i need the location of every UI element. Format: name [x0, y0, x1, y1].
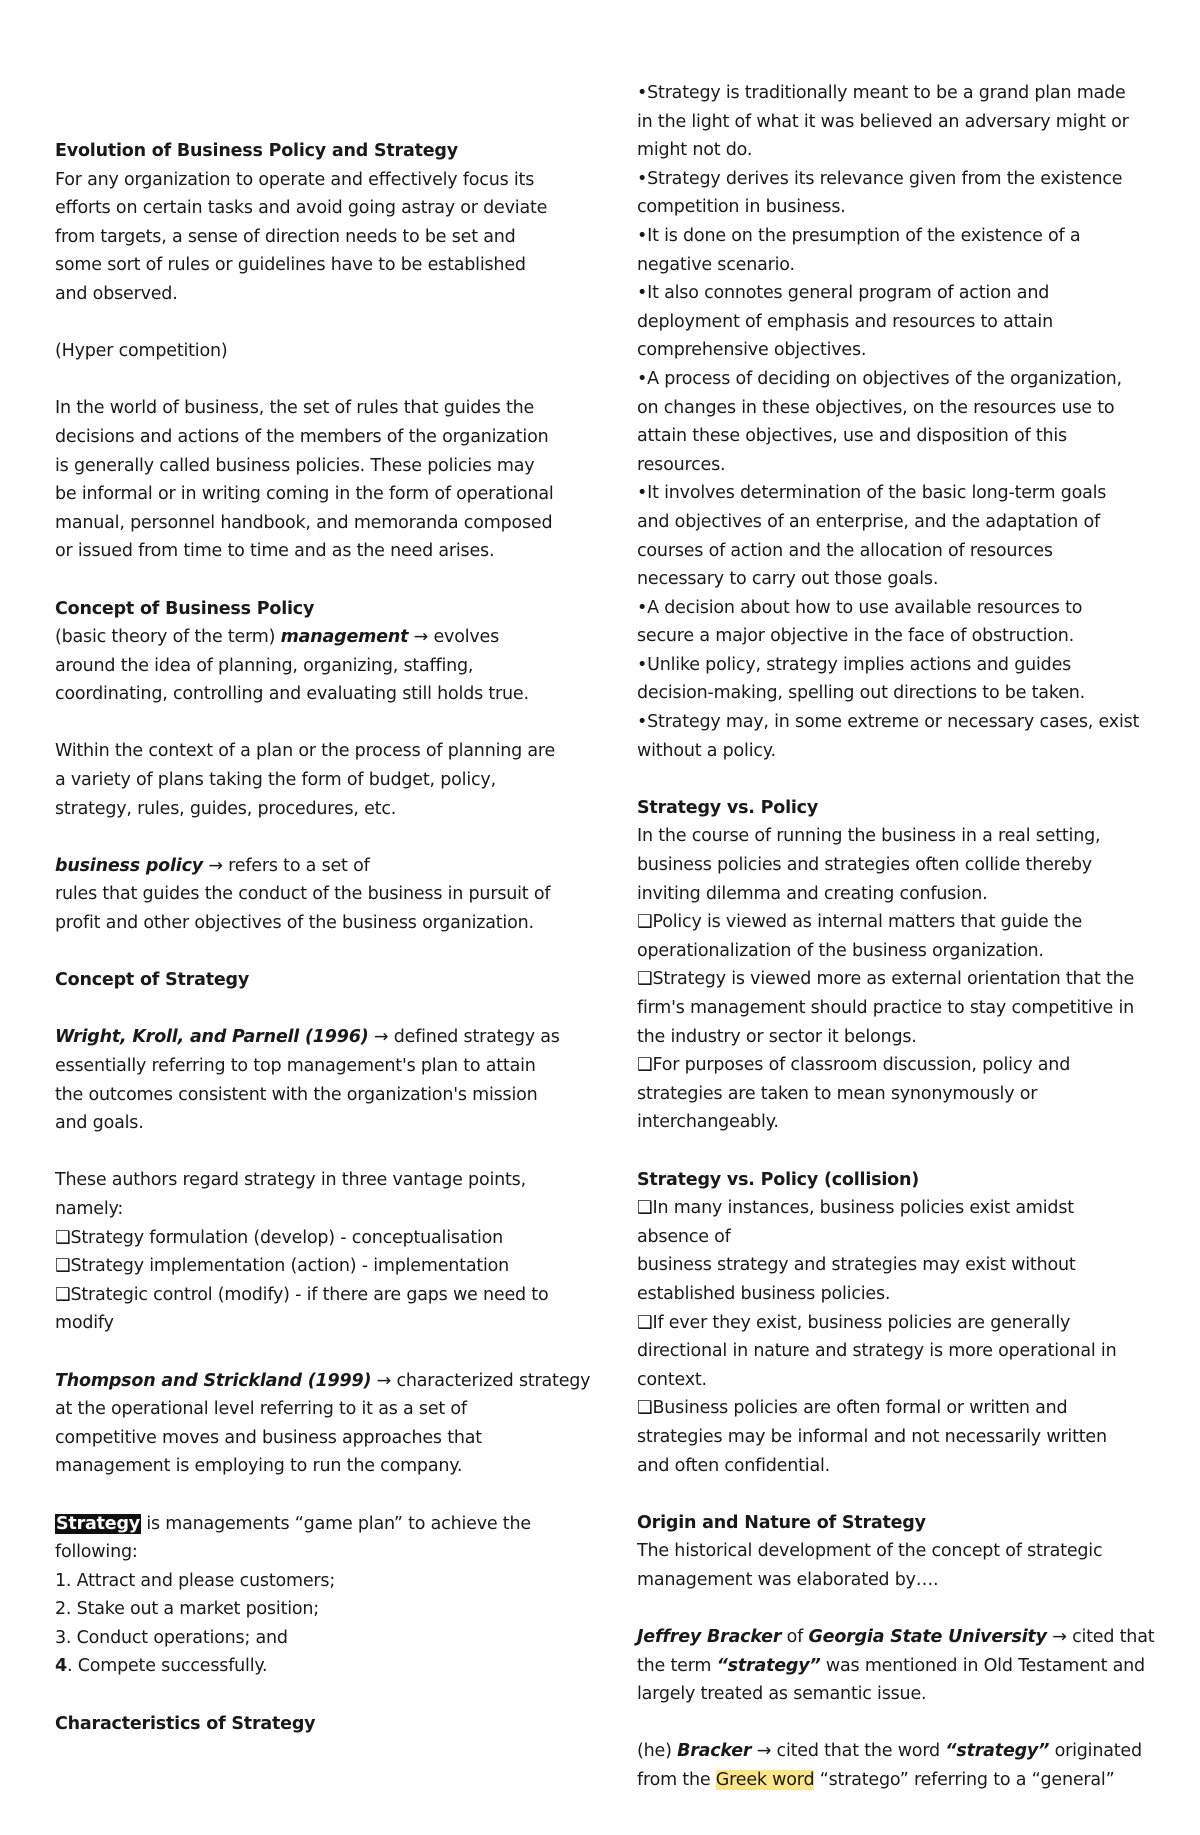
text-line: business strategy and strategies may exist without — [637, 1255, 1076, 1276]
text-line: management is employing to run the company. — [55, 1456, 463, 1477]
bullet-line: competition in business. — [637, 197, 846, 218]
bullet-line: •Strategy is traditionally meant to be a grand plan made — [637, 83, 1126, 103]
term-wright: Wright, Kroll, and Parnell (1996) — [55, 1027, 369, 1048]
text-segment: is managements “game plan” to achieve the — [140, 1513, 531, 1534]
text-line: inviting dilemma and creating confusion. — [637, 883, 988, 904]
term-strategy: “strategy” — [716, 1655, 821, 1676]
list-number: 4 — [55, 1656, 67, 1677]
highlighted-term-strategy: Strategy — [56, 1513, 140, 1534]
text-segment: → characterized strategy — [371, 1370, 591, 1391]
text-line: be informal or in writing coming in the form of operational — [55, 484, 554, 505]
text-line: In the course of running the business in a real setting, — [637, 826, 1101, 847]
text-segment: → refers to a set of — [202, 855, 370, 876]
text-line: and often confidential. — [637, 1455, 831, 1476]
text-line: management was elaborated by…. — [637, 1569, 939, 1590]
text-line: largely treated as semantic issue. — [637, 1684, 927, 1705]
text-line — [637, 1652, 1157, 1681]
list-item: 3. Conduct operations; and — [55, 1627, 288, 1648]
right-column — [637, 79, 1157, 1795]
term-bracker: Bracker — [677, 1741, 752, 1762]
text-line — [55, 1510, 575, 1539]
text-segment: → cited that — [1046, 1627, 1155, 1648]
bullet-line: might not do. — [637, 140, 753, 161]
text-line: some sort of rules or guidelines have to be established — [55, 255, 526, 276]
list-item: ❑Business policies are often formal or written and — [637, 1398, 1068, 1419]
bullet-line: •A decision about how to use available resources to — [637, 597, 1083, 618]
text-line: These authors regard strategy in three vantage points, — [55, 1170, 526, 1191]
text-segment: was mentioned in Old Testament and — [820, 1655, 1145, 1676]
text-segment: → cited that the word — [751, 1741, 946, 1762]
text-segment: of — [781, 1627, 809, 1648]
text-line: competitive moves and business approaches that — [55, 1427, 482, 1448]
text-line: interchangeably. — [637, 1112, 779, 1133]
text-segment: originated — [1049, 1741, 1142, 1762]
text-line: or issued from time to time and as the need arises. — [55, 541, 495, 562]
heading-evolution: Evolution of Business Policy and Strategy — [55, 141, 458, 161]
text-line: operationalization of the business organization. — [637, 940, 1044, 961]
text-line: decisions and actions of the members of the organization — [55, 426, 549, 447]
bullet-line: •Strategy may, in some extreme or necessary cases, exist — [637, 712, 1140, 733]
text-line: around the idea of planning, organizing, staffing, — [55, 655, 474, 676]
bullet-line: negative scenario. — [637, 254, 795, 275]
left-column — [55, 137, 591, 1738]
term-management: management — [280, 627, 409, 648]
text-line — [637, 1766, 1157, 1795]
text-line: namely: — [55, 1198, 124, 1219]
term-georgia-state: Georgia State University — [808, 1627, 1047, 1648]
text-line: firm's management should practice to stay competitive in — [637, 998, 1134, 1018]
text-line — [55, 1367, 591, 1396]
text-line: essentially referring to top management's plan to attain — [55, 1056, 536, 1076]
highlighted-greek-word: Greek word — [715, 1770, 815, 1791]
bullet-line: •A process of deciding on objectives of the organization, — [637, 368, 1122, 389]
text-segment: “stratego” referring to a “general” — [814, 1770, 1115, 1791]
text-line — [55, 623, 575, 652]
text-line: manual, personnel handbook, and memoranda composed — [55, 512, 553, 533]
bullet-line: necessary to carry out those goals. — [637, 569, 939, 590]
list-item: ❑Strategy formulation (develop) - conceptualisation — [55, 1227, 504, 1248]
text-line: For any organization to operate and effectively focus its — [55, 169, 535, 190]
bullet-line: resources. — [637, 454, 726, 475]
text-segment: → evolves — [408, 627, 500, 648]
list-item: ❑Strategy is viewed more as external orientation that the — [637, 969, 1135, 990]
text-line: In the world of business, the set of rules that guides the — [55, 398, 535, 419]
text-line: The historical development of the concept of strategic — [637, 1541, 1103, 1562]
text-line: profit and other objectives of the business organization. — [55, 913, 534, 934]
bullet-line: in the light of what it was believed an adversary might or — [637, 111, 1129, 132]
text-line: the outcomes consistent with the organization's mission — [55, 1084, 538, 1105]
list-item: 1. Attract and please customers; — [55, 1570, 336, 1591]
text-segment: → defined strategy as — [368, 1027, 560, 1048]
text-line: from targets, a sense of direction needs to be set and — [55, 226, 516, 247]
bullet-line: attain these objectives, use and disposition of this — [637, 426, 1067, 447]
list-item: ❑In many instances, business policies exist amidst — [637, 1198, 1074, 1219]
heading-characteristics: Characteristics of Strategy — [55, 1713, 316, 1734]
list-item: 2. Stake out a market position; — [55, 1599, 319, 1620]
text-line: strategy, rules, guides, procedures, etc. — [55, 798, 397, 819]
bullet-line: deployment of emphasis and resources to attain — [637, 311, 1053, 332]
text-line: the industry or sector it belongs. — [637, 1026, 917, 1047]
heading-collision: Strategy vs. Policy (collision) — [637, 1169, 920, 1190]
text-segment: . Compete successfully. — [66, 1656, 268, 1677]
bullet-line: decision-making, spelling out directions to be taken. — [637, 683, 1085, 704]
bullet-line: and objectives of an enterprise, and the adaptation of — [637, 511, 1100, 532]
text-line: is generally called business policies. These policies may — [55, 455, 535, 476]
bullet-line: •It also connotes general program of action and — [637, 283, 1050, 304]
heading-strategy-vs-policy: Strategy vs. Policy — [637, 797, 819, 818]
text-line: established business policies. — [637, 1283, 891, 1304]
text-line — [55, 1023, 575, 1052]
text-line — [637, 1737, 1157, 1766]
bullet-line: comprehensive objectives. — [637, 340, 867, 361]
text-line: strategies are taken to mean synonymously or — [637, 1083, 1038, 1104]
term-thompson: Thompson and Strickland (1999) — [55, 1370, 372, 1391]
list-item: ❑Strategic control (modify) - if there are gaps we need to — [55, 1284, 549, 1305]
list-item: ❑If ever they exist, business policies are generally — [637, 1312, 1071, 1333]
text-line: context. — [637, 1369, 707, 1390]
text-segment: (basic theory of the term) — [55, 627, 281, 648]
text-line: modify — [55, 1313, 114, 1334]
term-jeffrey-bracker: Jeffrey Bracker — [637, 1627, 782, 1648]
bullet-line: courses of action and the allocation of resources — [637, 540, 1053, 561]
text-line: and observed. — [55, 283, 178, 304]
heading-origin: Origin and Nature of Strategy — [637, 1512, 926, 1533]
text-line: following: — [55, 1542, 138, 1563]
text-line: at the operational level referring to it as a set of — [55, 1399, 467, 1420]
text-line: a variety of plans taking the form of budget, policy, — [55, 770, 496, 791]
text-segment: the term — [637, 1655, 717, 1676]
heading-concept-strategy: Concept of Strategy — [55, 970, 250, 991]
text-line: business policies and strategies often collide thereby — [637, 855, 1092, 876]
term-strategy: “strategy” — [945, 1741, 1050, 1762]
text-line: strategies may be informal and not necessarily written — [637, 1426, 1107, 1447]
list-item: ❑Policy is viewed as internal matters that guide the — [637, 912, 1083, 933]
bullet-line: on changes in these objectives, on the resources use to — [637, 397, 1115, 418]
bullet-line: •Strategy derives its relevance given from the existence — [637, 168, 1123, 189]
list-item: ❑For purposes of classroom discussion, policy and — [637, 1055, 1071, 1076]
bullet-line: •Unlike policy, strategy implies actions and guides — [637, 654, 1072, 675]
text-line: rules that guides the conduct of the business in pursuit of — [55, 884, 551, 905]
list-item — [55, 1652, 575, 1681]
list-item: ❑Strategy implementation (action) - implementation — [55, 1256, 510, 1277]
text-line: directional in nature and strategy is more operational in — [637, 1341, 1117, 1362]
hyper-competition-note: (Hyper competition) — [55, 341, 228, 362]
text-line — [55, 852, 575, 881]
text-line: efforts on certain tasks and avoid going astray or deviate — [55, 198, 548, 219]
text-line: coordinating, controlling and evaluating still holds true. — [55, 684, 529, 705]
bullet-line: •It involves determination of the basic long-term goals — [637, 483, 1107, 504]
text-segment: from the — [637, 1770, 716, 1791]
text-line: and goals. — [55, 1113, 144, 1134]
heading-concept-business-policy: Concept of Business Policy — [55, 598, 315, 619]
bullet-line: without a policy. — [637, 740, 776, 761]
text-line — [637, 1623, 1157, 1652]
bullet-line: •It is done on the presumption of the existence of a — [637, 225, 1081, 246]
text-line: Within the context of a plan or the process of planning are — [55, 741, 556, 762]
bullet-line: secure a major objective in the face of obstruction. — [637, 626, 1075, 647]
text-line: absence of — [637, 1226, 731, 1247]
text-segment: (he) — [637, 1741, 678, 1762]
term-business-policy: business policy — [55, 855, 203, 876]
